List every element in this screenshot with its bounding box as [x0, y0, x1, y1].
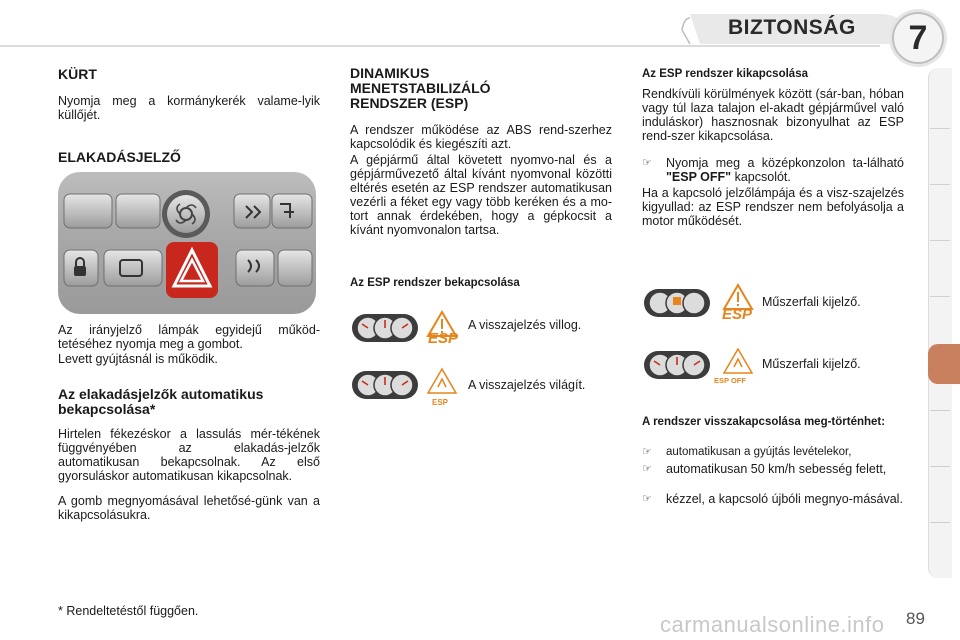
tab-divider — [930, 296, 950, 297]
tab-divider — [930, 466, 950, 467]
watermark: carmanualsonline.info — [660, 612, 885, 637]
page-number: 89 — [906, 609, 925, 628]
reactivation-bullet-3 — [642, 492, 904, 506]
esp-off-bullet — [642, 156, 904, 184]
chapter-number-badge: 7 — [892, 12, 944, 64]
tab-divider — [930, 410, 950, 411]
reactivation-text-3: kézzel, a kapcsoló újbóli megnyo-másával. — [666, 492, 903, 506]
tab-divider — [930, 240, 950, 241]
horn-heading: KÜRT — [58, 66, 97, 82]
active-chapter-tab[interactable] — [928, 344, 960, 384]
section-title: BIZTONSÁG — [728, 16, 856, 39]
esp-off-text-2: Ha a kapcsoló jelzőlámpája és a visz-szajelzés kigyullad: az ESP rendszer nem befolyásolja a motor működését. — [642, 186, 904, 228]
esp-off-heading: Az ESP rendszer kikapcsolása — [642, 68, 808, 80]
esp-lit-label: ESP — [432, 398, 449, 407]
bullet-hand-icon: ☞ — [642, 157, 652, 169]
tab-divider — [930, 522, 950, 523]
hazard-heading: ELAKADÁSJELZŐ — [58, 149, 181, 165]
esp-on-heading: Az ESP rendszer bekapcsolása — [350, 277, 520, 289]
reactivation-text-1: automatikusan a gyújtás levételekor, — [666, 446, 852, 458]
auto-hazard-text-1: Hirtelen fékezéskor a lassulás mér-tékének függvényében az elakadás-jelzők automatikusan bekapcsolnak. Az első gyorsuláskor automatikusan kikapcsolnak. — [58, 427, 320, 483]
auto-hazard-heading: Az elakadásjelzők automatikus bekapcsolása* — [58, 386, 264, 417]
dashboard-display-label-1: Műszerfali kijelző. — [762, 295, 861, 309]
bullet-hand-icon: ☞ — [642, 493, 652, 505]
tab-divider — [930, 128, 950, 129]
tab-divider — [930, 184, 950, 185]
bullet-hand-icon: ☞ — [642, 446, 652, 458]
horn-text: Nyomja meg a kormánykerék valame-lyik küllőjét. — [58, 94, 320, 122]
esp-off-switch-label: "ESP OFF" — [666, 170, 732, 184]
esp-off-bullet-text: Nyomja meg a középkonzolon ta-lálható — [666, 156, 904, 170]
esp-heading: DINAMIKUS MENETSTABILIZÁLÓ RENDSZER (ESP) — [350, 65, 491, 111]
esp-off-bullet-text-end: kapcsolót. — [734, 170, 791, 184]
bullet-hand-icon: ☞ — [642, 463, 652, 475]
dashboard-display-label-2: Műszerfali kijelző. — [762, 357, 861, 371]
esp-lit-text: A visszajelzés világít. — [468, 378, 586, 392]
hazard-switch-photo — [58, 172, 316, 314]
esp-reactivation-heading: A rendszer visszakapcsolása meg-történhet: — [642, 416, 886, 428]
esp-text-1: A rendszer működése az ABS rend-szerhez kapcsolódik és kiegészíti azt. — [350, 123, 612, 151]
reactivation-bullet-1 — [642, 445, 904, 459]
reactivation-text-2: automatikusan 50 km/h sebesség felett, — [666, 462, 887, 476]
esp-flashing-label: A visszajelzés villog. — [468, 318, 582, 332]
esp-text-2: A gépjármű által követett nyomvo-nal és a gépjárművezető által kívánt nyomvonal közötti eltérés esetén az ESP rendszer automatikusan vezérli a féket egy vagy több keréken és a mo-tort annak érdekében, hogy a gépkocsit a kívánt nyomvonalon tartsa. — [350, 153, 612, 237]
chapter-tab-strip[interactable] — [928, 68, 952, 578]
hazard-text-2: Levett gyújtásnál is működik. — [58, 352, 218, 366]
auto-hazard-text-2: A gomb megnyomásával lehetősé-günk van a kikapcsolásukra. — [58, 494, 320, 522]
esp-off-indicator-label: ESP OFF — [714, 376, 746, 385]
esp-warning-label: ESP — [428, 330, 459, 347]
footnote: * Rendeltetéstől függően. — [58, 604, 199, 618]
hazard-text-1: Az irányjelző lámpák egyidejű működ-tetéséhez nyomja meg a gombot. — [58, 323, 320, 351]
esp-off-text-1: Rendkívüli körülmények között (sár-ban, hóban vagy túl laza talajon el-akadt gépjárművel való induláskor) hasznosnak bizonyulhat az ESP rend-szer kikapcsolása. — [642, 87, 904, 143]
instrument-cluster-icon — [350, 365, 470, 407]
reactivation-bullet-2 — [642, 462, 904, 476]
esp-warning-label: ESP — [722, 306, 753, 323]
